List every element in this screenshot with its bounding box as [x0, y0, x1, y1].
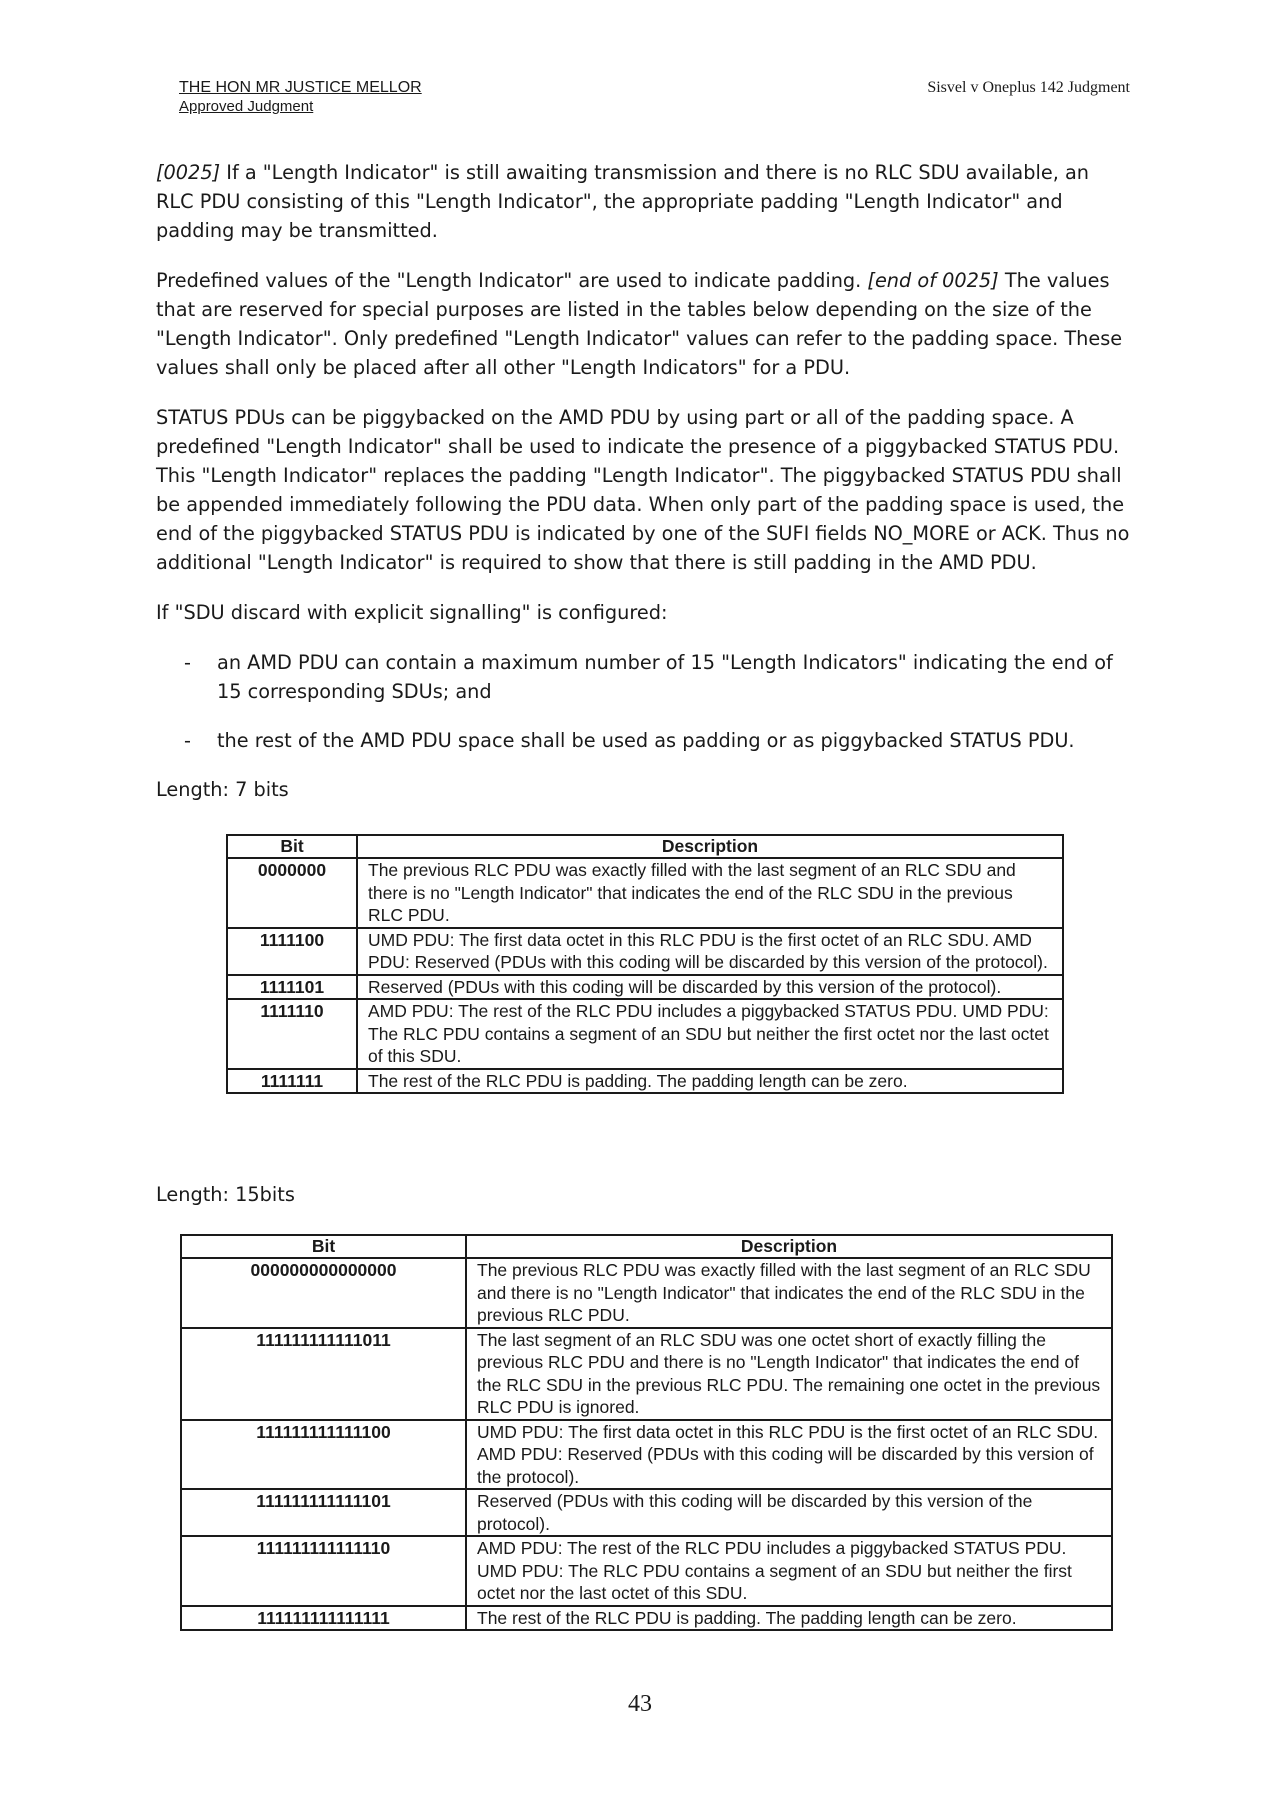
- paragraph-predefined-values: [156, 266, 1131, 382]
- judge-name: THE HON MR JUSTICE MELLOR: [179, 79, 422, 96]
- table-row: [181, 1258, 1112, 1328]
- description-cell: Reserved (PDUs with this coding will be discarded by this version of the protocol).: [466, 1489, 1112, 1536]
- table-row: [181, 1489, 1112, 1536]
- table-row: [227, 858, 1063, 928]
- bit-cell: 1111110: [227, 999, 357, 1069]
- description-cell: AMD PDU: The rest of the RLC PDU includes a piggybacked STATUS PDU. UMD PDU: The RLC PDU contains a segment of an SDU but neither the first octet nor the last octet of this SDU.: [466, 1536, 1112, 1606]
- description-column-header: Description: [357, 835, 1063, 858]
- length-15-bits-label: Length: 15bits: [156, 1183, 295, 1206]
- description-cell: The last segment of an RLC SDU was one octet short of exactly filling the previous RLC PDU and there is no "Length Indicator" that indicates the end of the RLC SDU in the previous RLC PDU. The remaining one octet in the previous RLC PDU is ignored.: [466, 1328, 1112, 1420]
- bit-cell: 111111111111011: [181, 1328, 466, 1420]
- paragraph-text: If a "Length Indicator" is still awaiting transmission and there is no RLC SDU available, an RLC PDU consisting of this "Length Indicator", the appropriate padding "Length Indicator" and padding may be transmitted.: [156, 161, 1090, 242]
- table-row: [227, 999, 1063, 1069]
- length-15-bits-table: [180, 1234, 1113, 1631]
- description-cell: The previous RLC PDU was exactly filled with the last segment of an RLC SDU and there is no "Length Indicator" that indicates the end of the RLC SDU in the previous RLC PDU.: [357, 858, 1063, 928]
- table-header-row: [227, 835, 1063, 858]
- description-cell: The previous RLC PDU was exactly filled with the last segment of an RLC SDU and there is no "Length Indicator" that indicates the end of the RLC SDU in the previous RLC PDU.: [466, 1258, 1112, 1328]
- list-item: [156, 648, 1131, 706]
- description-cell: Reserved (PDUs with this coding will be discarded by this version of the protocol).: [357, 975, 1063, 1000]
- length-7-bits-table: [226, 834, 1064, 1094]
- paragraph-tag: [0025]: [156, 161, 221, 184]
- bit-cell: 111111111111101: [181, 1489, 466, 1536]
- paragraph-0025: [156, 158, 1131, 245]
- bullet-list: [156, 648, 1131, 755]
- table-row: [227, 1069, 1063, 1094]
- bit-column-header: Bit: [181, 1235, 466, 1258]
- table-row: [181, 1420, 1112, 1490]
- table-row: [181, 1536, 1112, 1606]
- bit-cell: 1111100: [227, 928, 357, 975]
- description-cell: The rest of the RLC PDU is padding. The padding length can be zero.: [466, 1606, 1112, 1631]
- page-number: 43: [628, 1691, 652, 1717]
- table-row: [227, 975, 1063, 1000]
- bit-cell: 1111111: [227, 1069, 357, 1094]
- length-7-bits-label: Length: 7 bits: [156, 778, 289, 801]
- bullet-marker: -: [184, 651, 191, 674]
- description-column-header: Description: [466, 1235, 1112, 1258]
- bit-column-header: Bit: [227, 835, 357, 858]
- list-item-text: an AMD PDU can contain a maximum number of 15 "Length Indicators" indicating the end of 15 corresponding SDUs; and: [217, 651, 1113, 703]
- list-item: [156, 726, 1131, 755]
- case-title: Sisvel v Oneplus 142 Judgment: [927, 79, 1130, 96]
- table-header-row: [181, 1235, 1112, 1258]
- table-row: [181, 1328, 1112, 1420]
- list-item-text: the rest of the AMD PDU space shall be used as padding or as piggybacked STATUS PDU.: [217, 729, 1075, 752]
- paragraph-status-pdus: STATUS PDUs can be piggybacked on the AMD PDU by using part or all of the padding space. A predefined "Length Indicator" shall be used to indicate the presence of a piggybacked STATUS PDU. This "Length Indicator" replaces the padding "Length Indicator". The piggybacked STATUS PDU shall be appended immediately following the PDU data. When only part of the padding space is used, the end of the piggybacked STATUS PDU is indicated by one of the SUFI fields NO_MORE or ACK. Thus no additional "Length Indicator" is required to show that there is still padding in the AMD PDU.: [156, 406, 1130, 574]
- bullet-marker: -: [184, 729, 191, 752]
- bit-cell: 0000000: [227, 858, 357, 928]
- paragraph-text: The values that are reserved for special purposes are listed in the tables below depending on the size of the "Length Indicator". Only predefined "Length Indicator" values can refer to the padding space. These values shall only be placed after all other "Length Indicators" for a PDU.: [156, 269, 1123, 379]
- description-cell: UMD PDU: The first data octet in this RLC PDU is the first octet of an RLC SDU. AMD PDU: Reserved (PDUs with this coding will be discarded by this version of the protocol).: [357, 928, 1063, 975]
- description-cell: UMD PDU: The first data octet in this RLC PDU is the first octet of an RLC SDU. AMD PDU: Reserved (PDUs with this coding will be discarded by this version of the protocol).: [466, 1420, 1112, 1490]
- bit-cell: 1111101: [227, 975, 357, 1000]
- judgment-status: Approved Judgment: [179, 98, 314, 115]
- body-text: [156, 158, 1131, 825]
- paragraph-sdu-discard: If "SDU discard with explicit signalling" is configured:: [156, 601, 668, 624]
- table-row: [227, 928, 1063, 975]
- table-row: [181, 1606, 1112, 1631]
- description-cell: AMD PDU: The rest of the RLC PDU includes a piggybacked STATUS PDU. UMD PDU: The RLC PDU contains a segment of an SDU but neither the first octet nor the last octet of this SDU.: [357, 999, 1063, 1069]
- bit-cell: 111111111111111: [181, 1606, 466, 1631]
- bit-cell: 111111111111110: [181, 1536, 466, 1606]
- bit-cell: 111111111111100: [181, 1420, 466, 1490]
- paragraph-end-tag: [end of 0025]: [867, 269, 999, 292]
- description-cell: The rest of the RLC PDU is padding. The padding length can be zero.: [357, 1069, 1063, 1094]
- bit-cell: 000000000000000: [181, 1258, 466, 1328]
- header-left: [179, 78, 422, 116]
- paragraph-text: Predefined values of the "Length Indicator" are used to indicate padding.: [156, 269, 868, 292]
